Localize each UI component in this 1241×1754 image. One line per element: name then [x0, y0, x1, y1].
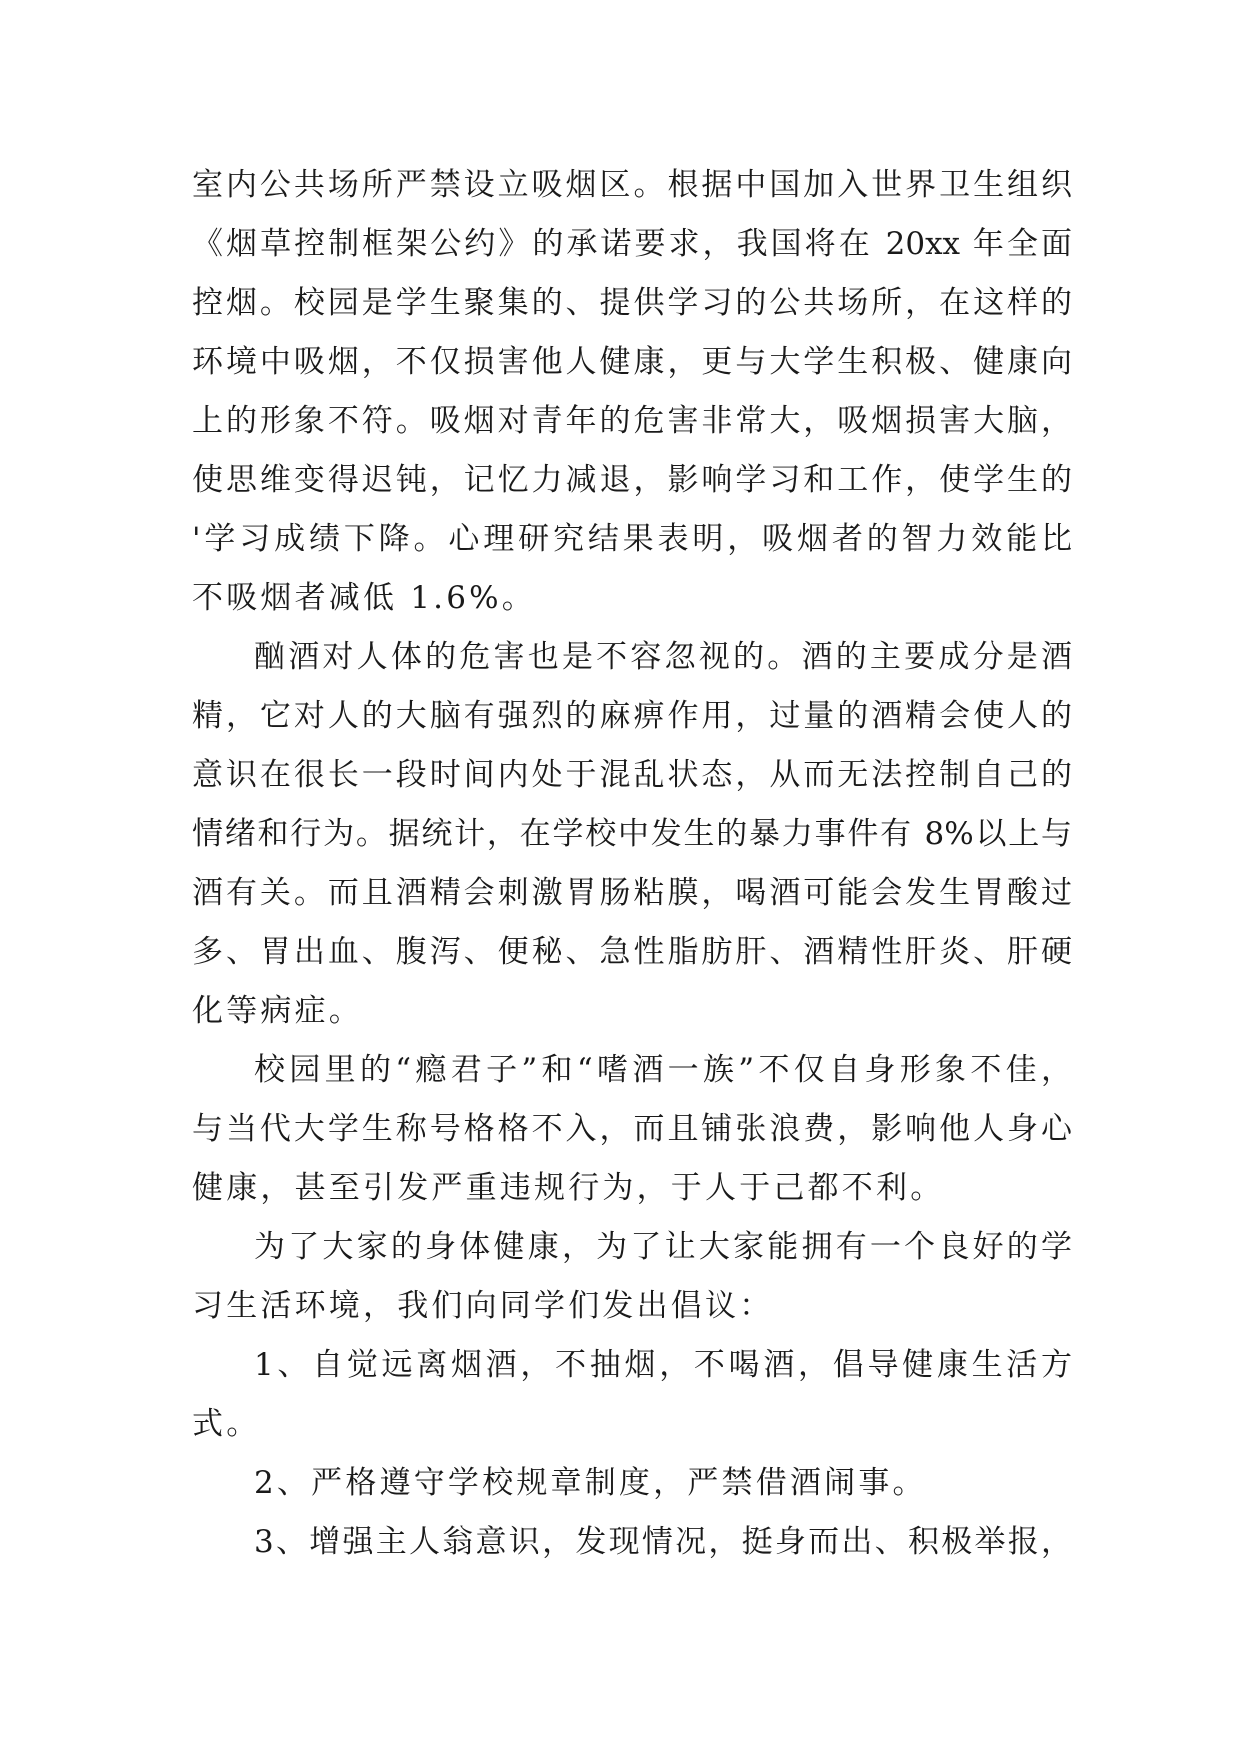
list-item-2: 2、严格遵守学校规章制度，严禁借酒闹事。: [254, 1465, 927, 1501]
text-line: 《烟草控制框架公约》的承诺要求，我国将在 20xx 年全面: [192, 226, 1072, 262]
text-line: '学习成绩下降。心理研究结果表明，吸烟者的智力效能比: [192, 521, 1072, 557]
text-line: 化等病症。: [192, 993, 363, 1029]
text-line: 习生活环境，我们向同学们发出倡议：: [192, 1288, 774, 1324]
text-line: 使思维变得迟钝，记忆力减退，影响学习和工作，使学生的: [192, 462, 1072, 498]
text-line: 情绪和行为。据统计，在学校中发生的暴力事件有 8%以上与: [192, 816, 1072, 852]
text-line: 与当代大学生称号格格不入，而且铺张浪费，影响他人身心: [192, 1111, 1072, 1147]
text-line: 健康，甚至引发严重违规行为，于人于己都不利。: [192, 1170, 945, 1206]
text-line: 不吸烟者减低 1.6%。: [192, 580, 537, 616]
text-line: 意识在很长一段时间内处于混乱状态，从而无法控制自己的: [192, 757, 1072, 793]
paragraph-first-line: 校园里的“瘾君子”和“嗜酒一族”不仅自身形象不佳，: [254, 1052, 1072, 1088]
paragraph-first-line: 为了大家的身体健康，为了让大家能拥有一个良好的学: [254, 1229, 1072, 1265]
list-item-1: 1、自觉远离烟酒，不抽烟，不喝酒，倡导健康生活方: [254, 1347, 1072, 1383]
text-line: 上的形象不符。吸烟对青年的危害非常大，吸烟损害大脑，: [192, 403, 1072, 439]
text-line: 酒有关。而且酒精会刺激胃肠粘膜，喝酒可能会发生胃酸过: [192, 875, 1072, 911]
text-line: 多、胃出血、腹泻、便秘、急性脂肪肝、酒精性肝炎、肝硬: [192, 934, 1072, 970]
list-item-3: 3、增强主人翁意识，发现情况，挺身而出、积极举报，: [254, 1524, 1072, 1560]
text-line: 环境中吸烟，不仅损害他人健康，更与大学生积极、健康向: [192, 344, 1072, 380]
text-line: 精，它对人的大脑有强烈的麻痹作用，过量的酒精会使人的: [192, 698, 1072, 734]
paragraph-first-line: 酗酒对人体的危害也是不容忽视的。酒的主要成分是酒: [254, 639, 1072, 675]
text-line: 控烟。校园是学生聚集的、提供学习的公共场所，在这样的: [192, 285, 1072, 321]
text-line: 式。: [192, 1406, 261, 1442]
text-line: 室内公共场所严禁设立吸烟区。根据中国加入世界卫生组织: [192, 167, 1072, 203]
